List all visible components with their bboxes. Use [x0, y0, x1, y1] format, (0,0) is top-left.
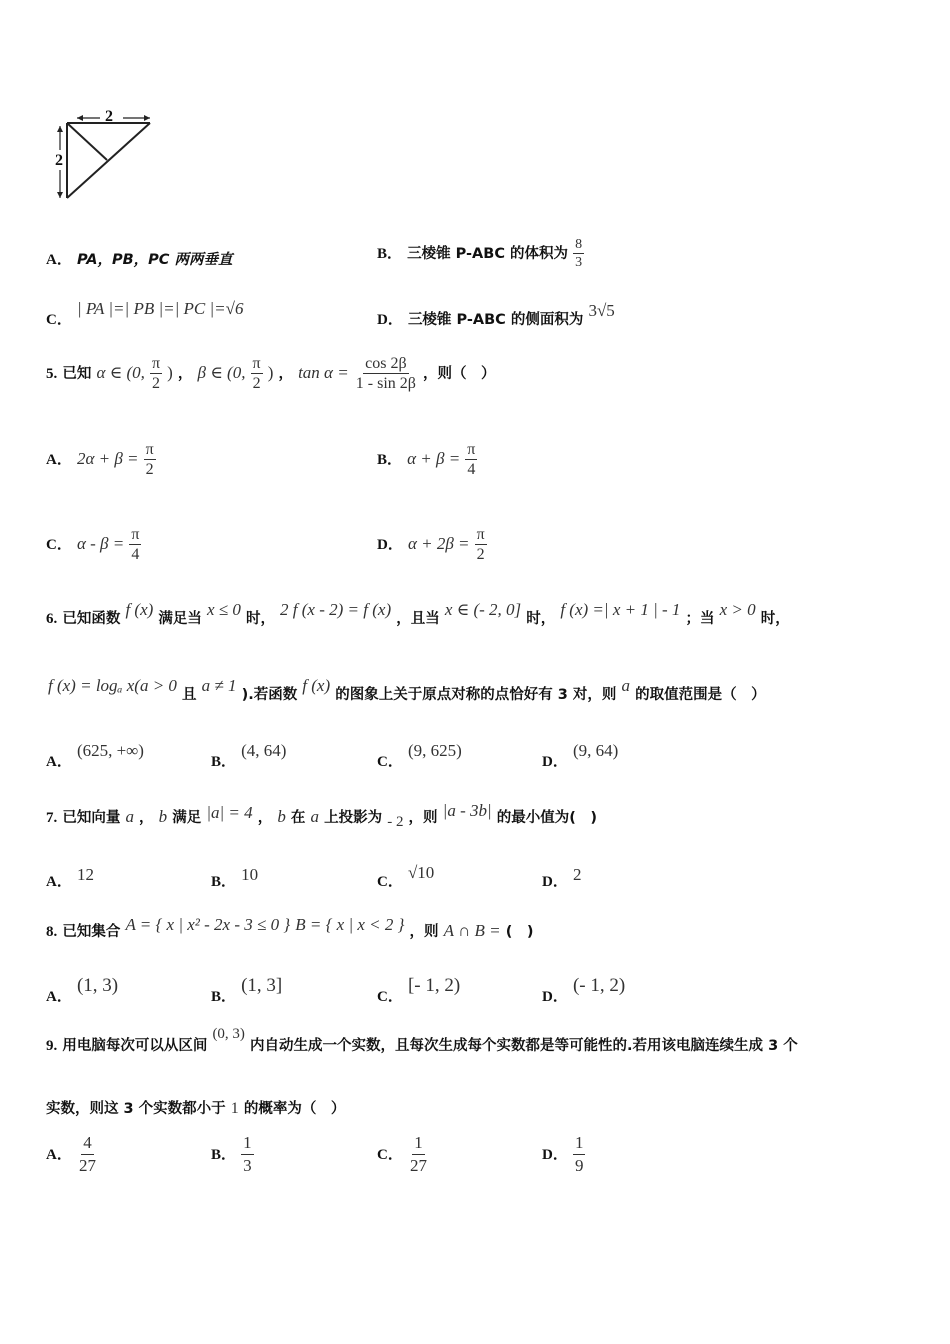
fraction-den: 2	[476, 546, 485, 563]
paren-close: )	[267, 363, 274, 382]
text: 的图象上关于原点对称的点恰好有 3 对，则	[335, 687, 617, 703]
fraction	[573, 236, 584, 271]
fraction	[475, 525, 487, 564]
fraction	[354, 354, 418, 393]
text: ，且当	[396, 611, 440, 627]
fraction	[77, 1132, 98, 1177]
q4-option-c[interactable]	[46, 298, 244, 328]
option-value: (1, 3]	[241, 975, 283, 996]
q9-option-d[interactable]	[542, 1132, 585, 1177]
text: ，	[139, 810, 154, 826]
q7-stem	[46, 801, 598, 830]
option-label: A．	[46, 754, 72, 770]
text: ；当	[685, 611, 715, 627]
q5-text-post: ，则（ ）	[423, 366, 496, 382]
math: (0, 3)	[212, 1026, 245, 1042]
option-label: C．	[377, 874, 403, 890]
text: 满足当	[158, 611, 202, 627]
question-number: 6.	[46, 611, 58, 627]
option-text: 三棱锥 P-ABC 的体积为	[407, 246, 569, 262]
option-value: 2	[572, 865, 582, 884]
q8-stem	[46, 915, 534, 941]
question-number: 7.	[46, 810, 58, 826]
q5-option-d[interactable]	[377, 525, 487, 564]
math: f (x)	[125, 600, 154, 619]
option-label: C．	[377, 989, 403, 1005]
math: f (x) = logₐ x(a > 0	[48, 676, 177, 695]
fraction	[465, 440, 477, 479]
option-expr: α + 2β =	[407, 534, 470, 553]
option-text: PA，PB，PC 两两垂直	[76, 252, 233, 268]
fraction-den: 4	[131, 546, 140, 563]
math: a ≠ 1	[201, 676, 237, 695]
text: ( )	[505, 924, 534, 940]
fraction-num: π	[145, 441, 154, 458]
math-set-a: A = { x | x² - 2x - 3 ≤ 0 }	[125, 915, 291, 934]
q6-option-b[interactable]	[211, 740, 287, 770]
option-label: D．	[542, 1147, 568, 1163]
text: 用电脑每次可以从区间	[62, 1038, 208, 1054]
figure-top-label: 2	[105, 108, 113, 125]
q7-option-d[interactable]	[542, 864, 582, 890]
option-expr: | PA |=| PB |=| PC |=√6	[76, 299, 244, 318]
q7-option-a[interactable]	[46, 864, 94, 890]
q5-beta-range: β ∈ (0,	[197, 363, 246, 382]
option-label: D．	[542, 874, 568, 890]
fraction-den: 9	[574, 1156, 584, 1175]
text: ，	[257, 810, 273, 826]
fraction-den: 2	[151, 375, 160, 392]
option-expr: α - β =	[76, 534, 125, 553]
option-label: B．	[377, 452, 403, 468]
q4-option-b[interactable]	[377, 236, 584, 271]
fraction	[150, 354, 162, 393]
fraction-den: 3	[575, 255, 583, 270]
math: a	[621, 676, 631, 695]
q8-option-b[interactable]	[211, 975, 283, 1005]
fraction-den: 27	[78, 1156, 96, 1175]
math: |a| = 4	[206, 803, 253, 822]
option-label: A．	[46, 989, 72, 1005]
text: 已知函数	[62, 611, 121, 627]
option-label: A．	[46, 252, 72, 268]
text: ，则	[409, 924, 439, 940]
text: 且	[182, 687, 197, 703]
option-label: A．	[46, 874, 72, 890]
fraction-den: 1 - sin 2β	[355, 375, 416, 392]
q8-option-c[interactable]	[377, 975, 461, 1005]
q4-option-a[interactable]	[46, 248, 232, 269]
fraction-den: 27	[409, 1156, 427, 1175]
option-label: C．	[377, 754, 403, 770]
q6-stem-line1	[46, 600, 790, 628]
figure-side-label: 2	[55, 152, 63, 169]
math: x > 0	[719, 600, 756, 619]
text: 已知向量	[62, 810, 121, 826]
fraction-num: 8	[575, 237, 583, 252]
option-label: B．	[211, 989, 237, 1005]
option-label: D．	[542, 989, 568, 1005]
option-label: B．	[211, 1147, 237, 1163]
q5-alpha-range: α ∈ (0,	[96, 363, 145, 382]
q5-tan: tan α =	[298, 363, 349, 382]
fraction-num: π	[252, 355, 261, 372]
math: b	[277, 807, 286, 826]
math: 2 f (x - 2) = f (x)	[280, 600, 392, 619]
question-number: 9.	[46, 1038, 58, 1054]
fraction-num: π	[467, 441, 476, 458]
option-expr: α + β =	[407, 449, 461, 468]
fraction-den: 3	[243, 1156, 252, 1175]
math: a	[125, 807, 134, 826]
text: ，则	[408, 810, 438, 826]
math-set-b: B = { x | x < 2 }	[295, 915, 405, 934]
math: b	[158, 807, 168, 826]
math: f (x) =| x + 1 | - 1	[560, 600, 681, 619]
q9-stem-line2	[46, 1097, 345, 1118]
text: 的概率为（ ）	[243, 1101, 346, 1117]
fraction-num: cos 2β	[365, 355, 407, 372]
q6-option-d[interactable]	[542, 740, 619, 770]
text: 时，	[760, 611, 790, 627]
fraction-num: π	[131, 526, 140, 543]
q6-option-a[interactable]	[46, 740, 144, 770]
text: ).若函数	[241, 687, 298, 703]
q7-option-c[interactable]	[377, 862, 435, 890]
option-label: C．	[377, 1147, 403, 1163]
option-value: (9, 625)	[407, 741, 462, 760]
q9-stem-line1	[46, 1026, 798, 1055]
paren-close: )	[167, 363, 173, 382]
q5-option-b[interactable]	[377, 440, 477, 479]
text: 的最小值为( )	[496, 810, 598, 826]
text: 时，	[245, 611, 275, 627]
question-number: 8.	[46, 924, 58, 940]
fraction-num: 1	[412, 1132, 425, 1155]
q7-option-b[interactable]	[211, 864, 259, 890]
text: 实数，则这 3 个实数都小于	[46, 1101, 226, 1117]
fraction-num: 1	[241, 1132, 254, 1155]
option-value: [- 1, 2)	[407, 975, 461, 996]
fraction	[573, 1132, 586, 1177]
option-value: (- 1, 2)	[572, 975, 626, 996]
text: 内自动生成一个实数，且每次生成每个实数都是等可能性的.若用该电脑连续生成 3 个	[250, 1038, 798, 1054]
math: x ≤ 0	[206, 600, 241, 619]
q4-option-d[interactable]	[377, 300, 615, 328]
fraction-den: 2	[252, 375, 261, 392]
option-label: B．	[211, 874, 237, 890]
math: A ∩ B =	[443, 921, 501, 940]
option-value: (1, 3)	[76, 975, 119, 996]
q9-option-a[interactable]	[46, 1132, 98, 1177]
math: f (x)	[302, 676, 331, 695]
math: 1	[230, 1100, 239, 1117]
option-value: √10	[407, 863, 435, 882]
question-number: 5.	[46, 366, 58, 382]
math: a	[310, 807, 320, 826]
fraction-num: 1	[573, 1132, 586, 1155]
option-value: 10	[241, 865, 259, 884]
q5-option-c[interactable]	[46, 525, 141, 564]
fraction	[144, 440, 156, 479]
q9-option-b[interactable]	[211, 1132, 254, 1177]
q5-option-a[interactable]	[46, 440, 156, 479]
fraction-den: 4	[467, 461, 476, 478]
q8-option-d[interactable]	[542, 975, 626, 1005]
q5-stem	[46, 354, 496, 393]
option-expr: 3√5	[588, 301, 615, 320]
q6-stem-line2	[48, 676, 766, 704]
text: 满足	[172, 810, 202, 826]
option-label: B．	[377, 246, 403, 262]
option-value: (625, +∞)	[76, 741, 144, 760]
text: 时，	[526, 611, 556, 627]
math: |a - 3b|	[442, 801, 492, 820]
text: 的取值范围是（ ）	[635, 687, 766, 703]
option-label: A．	[46, 452, 72, 468]
math: - 2	[387, 814, 404, 830]
geometry-figure	[55, 108, 165, 203]
comma: ，	[177, 366, 193, 382]
fraction	[408, 1132, 429, 1177]
math: x ∈ (- 2, 0]	[444, 600, 522, 619]
option-value: (9, 64)	[572, 741, 619, 760]
option-label: D．	[542, 754, 568, 770]
q9-option-c[interactable]	[377, 1132, 429, 1177]
text: 已知集合	[62, 924, 121, 940]
option-text: 三棱锥 P-ABC 的侧面积为	[407, 312, 584, 328]
comma: ，	[278, 366, 293, 382]
fraction	[251, 354, 263, 393]
q6-option-c[interactable]	[377, 740, 462, 770]
fraction-den: 2	[145, 461, 154, 478]
option-label: D．	[377, 537, 403, 553]
option-label: D．	[377, 312, 403, 328]
option-label: C．	[46, 312, 72, 328]
text: 上投影为	[324, 810, 383, 826]
fraction-num: π	[151, 355, 161, 372]
text: 在	[290, 810, 306, 826]
fraction	[241, 1132, 254, 1177]
option-expr: 2α + β =	[76, 449, 139, 468]
option-label: B．	[211, 754, 237, 770]
fraction-num: π	[476, 526, 485, 543]
fraction	[129, 525, 141, 564]
option-value: 12	[76, 865, 94, 884]
option-label: C．	[46, 537, 72, 553]
q8-option-a[interactable]	[46, 975, 119, 1005]
fraction-num: 4	[81, 1132, 94, 1155]
option-label: A．	[46, 1147, 72, 1163]
option-value: (4, 64)	[241, 741, 287, 760]
q5-text-pre: 已知	[62, 366, 92, 382]
